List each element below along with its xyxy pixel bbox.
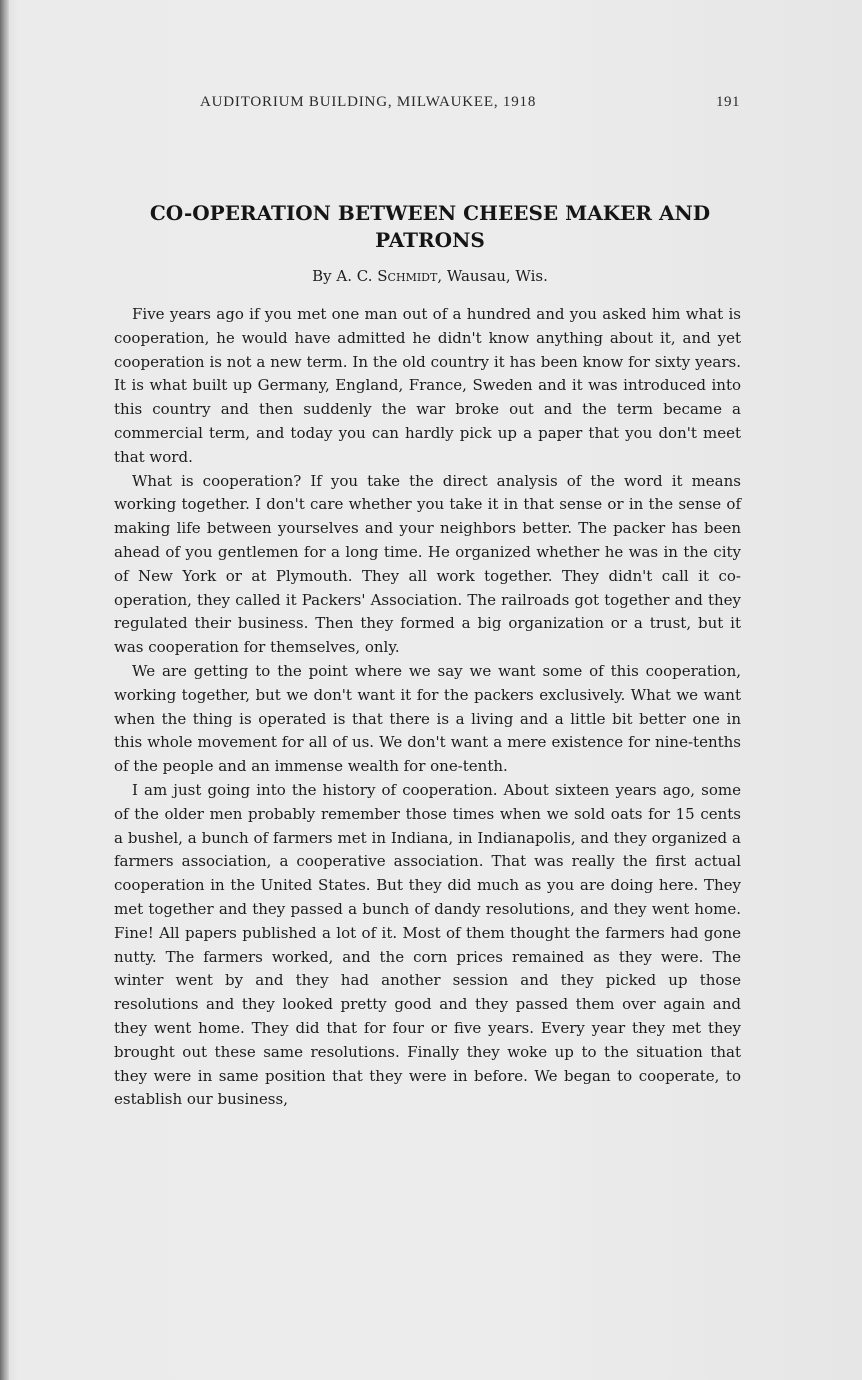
article-byline xyxy=(110,267,750,285)
article-body xyxy=(114,303,741,1112)
paragraph-3: We are getting to the point where we say we want some of this cooperation, working together, but we don't want it for the packers exclusively. What we want when the thing is operated is that there is a living and a little bit better one in this whole movement for all of us. We don't want a mere existence for nine-tenths of the people and an immense wealth for one-tenth. xyxy=(114,661,741,776)
article-title xyxy=(110,200,750,254)
byline-location: , Wausau, Wis. xyxy=(437,267,548,285)
paragraph-4: I am just going into the history of cooperation. About sixteen years ago, some of the older men probably remember those times when we sold oats for 15 cents a bushel, a bunch of farmers met in Indiana, in Indianapolis, and they organized a farmers association, a cooperative association. That was really the first actual cooperation in the United States. But they did much as you are doing here. They met together and they passed a bunch of dandy resolutions, and they went home. Fine! All papers published a lot of it. Most of them thought the farmers had gone nutty. The farmers worked, and the corn prices remained as they were. The winter went by and they had another session and they picked up those resolutions and they looked pretty good and they passed them over again and they went home. They did that for four or five years. Every year they met they brought out these same resolutions. Finally they woke up to the situation that they were in same position that they were in before. We began to cooperate, to establish our business, xyxy=(114,780,741,1109)
article-title-line-2: PATRONS xyxy=(375,228,485,252)
paragraph-2: What is cooperation? If you take the direct analysis of the word it means working together. I don't care whether you take it in that sense or in the sense of making life between yourselves and your neighbors better. The packer has been ahead of you gentlemen for a long time. He organized whether he was in the city of New York or at Plymouth. They all work together. They didn't call it co-operation, they called it Packers' Association. The railroads got together and they regulated their business. Then they formed a big organization or a trust, but it was cooperation for themselves, only. xyxy=(114,471,741,657)
page-number: 191 xyxy=(716,94,740,110)
byline-prefix: By A. C. xyxy=(312,267,373,285)
paragraph-1: Five years ago if you met one man out of a hundred and you asked him what is cooperation, he would have admitted he didn't know anything about it, and yet cooperation is not a new term. In the old country it has been know for sixty years. It is what built up Germany, England, France, Sweden and it was introduced into this country and then suddenly the war broke out and the term became a commercial term, and today you can hardly pick up a paper that you don't meet that word. xyxy=(114,305,741,466)
book-spine-shadow xyxy=(0,0,9,1380)
running-head-title: AUDITORIUM BUILDING, MILWAUKEE, 1918 xyxy=(200,94,537,110)
running-head xyxy=(200,94,740,114)
byline-author: Schmidt xyxy=(377,267,438,285)
article-title-line-1: CO-OPERATION BETWEEN CHEESE MAKER AND xyxy=(149,201,711,225)
